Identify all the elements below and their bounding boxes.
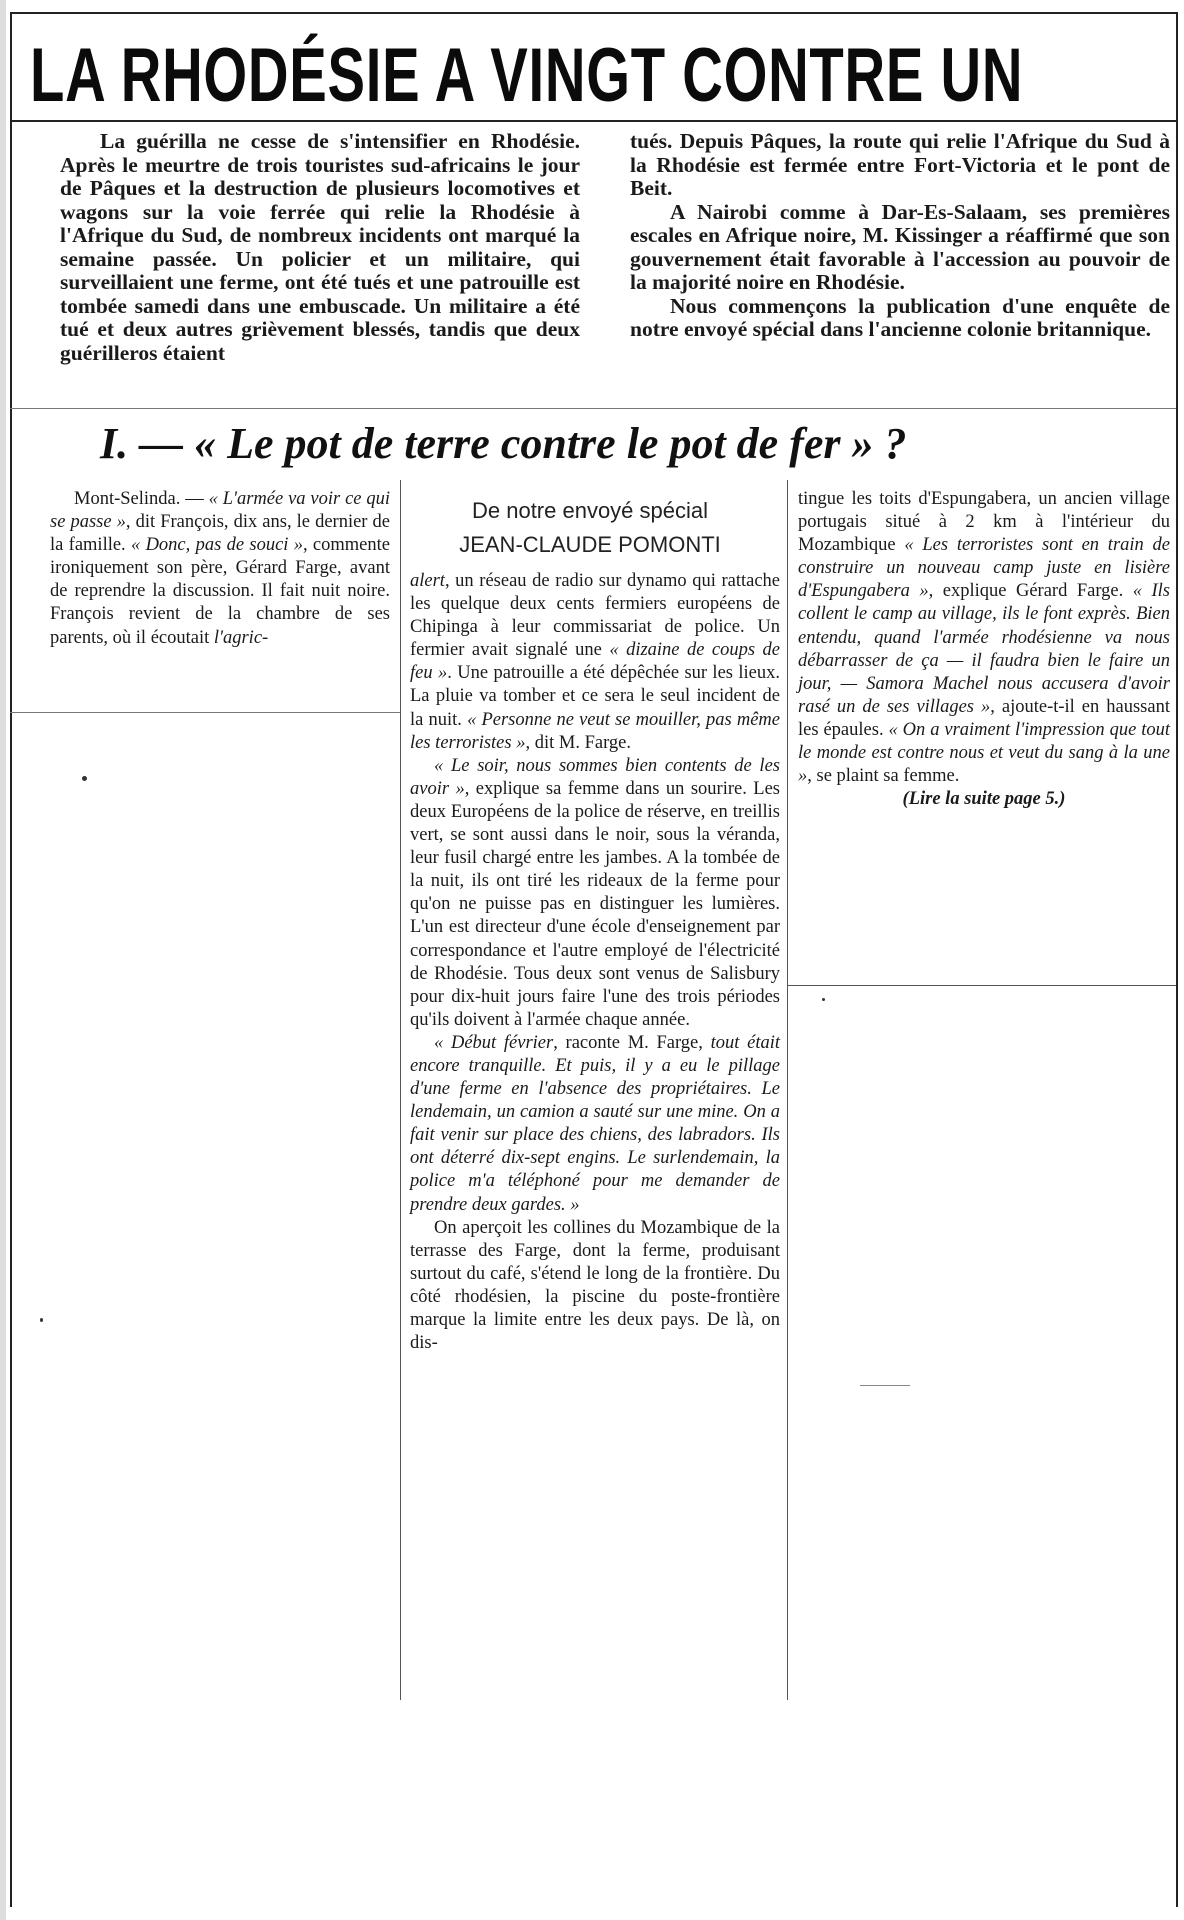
col1-paragraph: [50, 488, 390, 650]
col3-quote-1: « Les terroristes sont en train de construire un nouveau camp juste en lisière d'Espungabera »: [798, 535, 1170, 602]
col1-bottom-rule: [10, 712, 400, 713]
page-edge: [0, 0, 6, 1920]
top-rule: [10, 12, 1176, 14]
right-border: [1176, 12, 1178, 1907]
print-speck: [82, 776, 87, 781]
intro-right-paragraph-1: tués. Depuis Pâques, la route qui relie l'Afrique du Sud à la Rhodésie est fermée entre Fort-Victoria et le pont de Beit.: [630, 129, 1170, 200]
continued-notice: (Lire la suite page 5.): [902, 789, 1066, 810]
col2-start-word: alert: [410, 571, 445, 591]
col1-quote-2: « Donc, pas de souci »: [131, 535, 303, 556]
col2-paragraph-3: [410, 1032, 780, 1217]
col2-col3-divider: [787, 480, 788, 1700]
col2-text-3: , dit M. Farge.: [525, 732, 631, 753]
print-speck: [860, 1385, 910, 1386]
col2-quote-3: « Le soir, nous sommes bien contents de les avoir »: [410, 755, 780, 799]
col2-quote-2: « Personne ne veut se mouiller, pas même les terroristes »: [410, 709, 780, 753]
col3-quote-2: « Ils collent le camp au village, ils le font exprès. Bien entendu, quand l'armée rhodésienne va nous débarrasser de ça — il faudra bien le faire un jour, — Samora Machel nous accusera d'avoir rasé un de ses villages »: [798, 581, 1171, 717]
col2-text-5: , raconte M. Farge,: [553, 1032, 711, 1053]
column-1: [50, 488, 390, 650]
col1-dateline: Mont-Selinda. —: [74, 489, 209, 509]
col3-bottom-rule: [788, 985, 1176, 986]
intro-right-paragraph-2: A Nairobi comme à Dar-Es-Salaam, ses premières escales en Afrique noire, M. Kissinger a réaffirmé que son gouvernement était favorable à l'accession au pouvoir de la majorité noire en Rhodésie.: [630, 199, 1170, 294]
col1-text-2: , commente ironiquement son père, Gérard Farge, avant de reprendre la discussion. Il fait nuit noire. François revient de la chambre de ses parents, où il écoutait: [50, 535, 390, 648]
headline-underline: [10, 120, 1176, 122]
col2-quote-5: tout était encore tranquille. Et puis, il y a eu le pillage d'une ferme en l'absence des propriétaires. Le lendemain, un camion a sauté sur une mine. On a fait venir sur place des chiens, des labradors. Ils ont déterré dix-sept engins. Le surlendemain, la police m'a téléphoné pour me demander de prendre deux gardes. »: [410, 1032, 780, 1215]
byline-label: De notre envoyé spécial: [471, 498, 709, 523]
col3-quote-3: « On a vraiment l'impression que tout le monde est contre nous et veut du sang à la une »: [798, 719, 1170, 787]
col1-quote-1: « L'armée va voir ce qui se passe »: [50, 489, 390, 533]
col2-quote-1: « dizaine de coups de feu »: [410, 640, 780, 684]
col2-text-4: , explique sa femme dans un sourire. Les deux Européens de la police de réserve, en treillis vert, se sont aussi dans le noir, sous la véranda, leur fusil chargé entre les jambes. A la tombée de la nuit, ils ont tiré les rideaux de la ferme pour qu'on ne puisse pas en distinguer les lumières. L'un est directeur d'une école d'enseignement par correspondance et l'autre employé de l'électricité de Rhodésie. Tous deux sont venus de Salisbury pour dix-huit jours faire l'une des trois périodes qu'ils doivent à l'armée chaque année.: [410, 778, 780, 1030]
headline: LA RHODÉSIE A VINGT CONTRE UN: [30, 33, 1024, 118]
intro-right-paragraph-3: Nous commençons la publication d'une enquête de notre envoyé spécial dans l'ancienne colonie britannique.: [630, 293, 1170, 341]
col1-text-1: , dit François, dix ans, le dernier de la famille.: [50, 512, 390, 556]
col3-text-3: , ajoute-t-il en haussant les épaules.: [798, 696, 1170, 740]
col2-paragraph-2: [410, 755, 780, 1032]
col2-paragraph-1: [410, 570, 780, 755]
col3-text-4: , se plaint sa femme.: [807, 766, 960, 787]
col1-col2-divider: [400, 480, 401, 1700]
col3-text-1: tingue les toits d'Espungabera, un ancien village portugais situé à 2 km à l'intérieur du Mozambique: [798, 489, 1170, 556]
column-2: [410, 570, 780, 1355]
column-3: [798, 488, 1170, 811]
byline: [405, 494, 775, 562]
print-speck: [40, 1318, 43, 1322]
col2-quote-4: « Début février: [434, 1032, 554, 1053]
col2-paragraph-4: On aperçoit les collines du Mozambique de la terrasse des Farge, dont la ferme, produisant surtout du café, s'étend le long de la frontière. Du côté rhodésien, la piscine du poste-frontière marque la limite entre les deux pays. De là, on dis-: [410, 1217, 780, 1354]
col2-text-1: , un réseau de radio sur dynamo qui rattache les quelque deux cents fermiers européens de Chipinga à leur commissariat de police. Un fermier avait signalé une: [410, 571, 780, 661]
print-speck: [822, 998, 825, 1001]
col2-text-2: . Une patrouille a été dépêchée sur les lieux. La pluie va tomber et ce sera le seul incident de la nuit.: [410, 663, 780, 730]
col3-text-2: , explique Gérard Farge.: [928, 581, 1133, 602]
intro-left-paragraph: La guérilla ne cesse de s'intensifier en Rhodésie. Après le meurtre de trois touristes sud-africains le jour de Pâques et la destruction de plusieurs locomotives et wagons sur la voie ferrée qui relie la Rhodésie à l'Afrique du Sud, de nombreux incidents ont marqué la semaine passée. Un policier et un militaire, qui surveillaient une ferme, ont été tués et une patrouille est tombée samedi dans une embuscade. Un militaire a été tué et deux autres grièvement blessés, tandis que deux guérilleros étaient: [60, 129, 580, 365]
col3-paragraph: [798, 488, 1170, 788]
byline-author: JEAN-CLAUDE POMONTI: [459, 532, 721, 557]
intro-right: [630, 130, 1170, 342]
intro-left: [60, 130, 580, 365]
intro-rule: [10, 408, 1176, 409]
col1-end-word: l'agric-: [213, 627, 269, 648]
subhead: I. — « Le pot de terre contre le pot de fer » ?: [100, 419, 907, 468]
left-border: [10, 12, 12, 1907]
